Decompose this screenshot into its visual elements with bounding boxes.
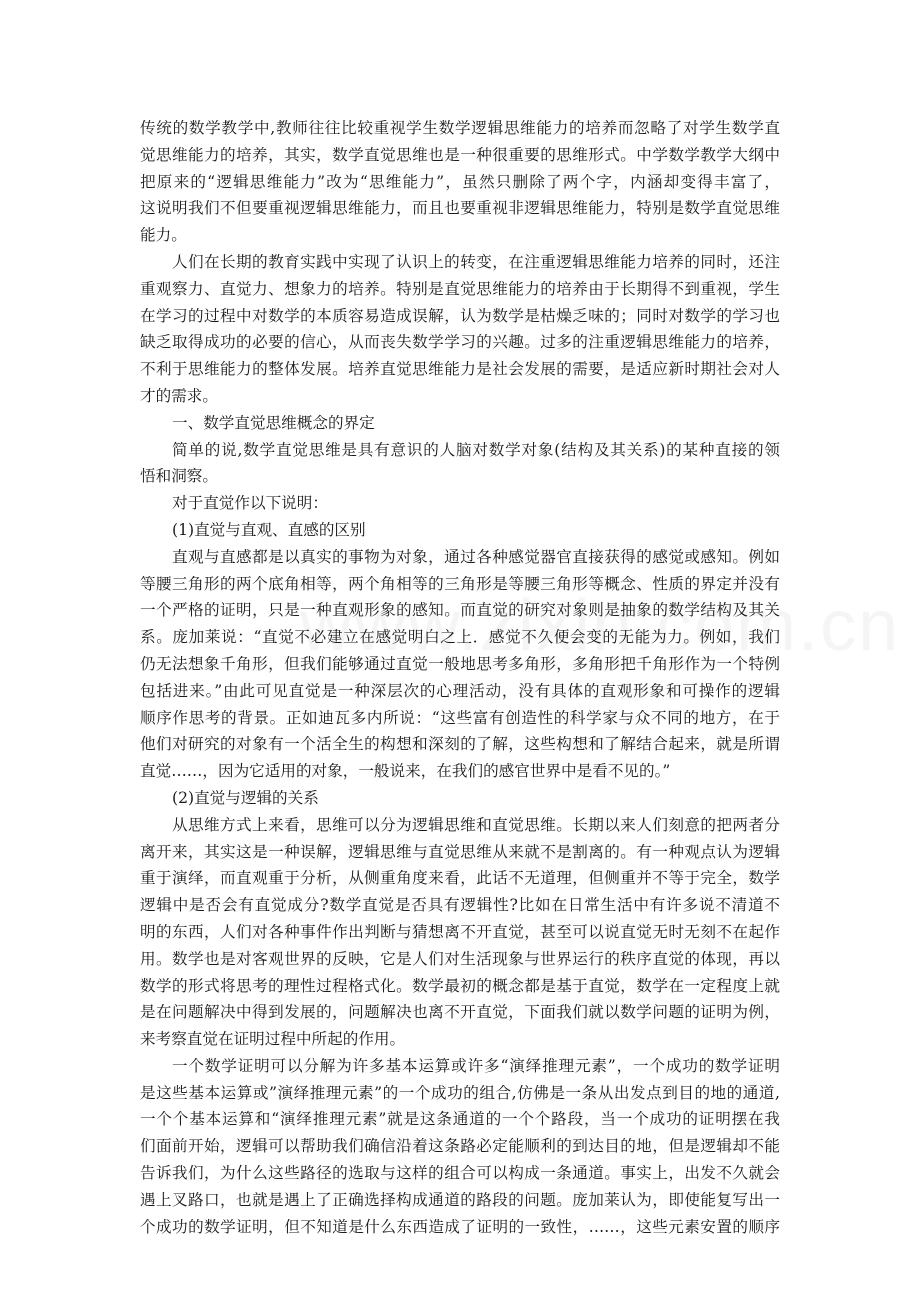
paragraph <box>140 410 780 437</box>
text-line: 他们对研究的对象有一个活全生的构想和深刻的了解，这些构想和了解结合起来，就是所谓 <box>140 735 780 754</box>
text-line: 不利于思维能力的整体发展。培养直觉思维能力是社会发展的需要，是适应新时期社会对人 <box>140 360 780 379</box>
text-line: 用。数学也是对客观世界的反映，它是人们对生活现象与世界运行的秩序直觉的体现，再以 <box>140 949 780 968</box>
text-line: 顺序作思考的背景。正如迪瓦多内所说：“这些富有创造性的科学家与众不同的地方，在于 <box>140 708 780 727</box>
text-line: 一个严格的证明，只是一种直观形象的感知。而直觉的研究对象则是抽象的数学结构及其关 <box>140 601 780 620</box>
text-line: 是在问题解决中得到发展的，问题解决也离不开直觉，下面我们就以数学问题的证明为例， <box>140 1003 780 1022</box>
text-line: 来考察直觉在证明过程中所起的作用。 <box>140 1030 406 1049</box>
paragraph <box>140 437 780 491</box>
text-line: 离开来，其实这是一种误解，逻辑思维与直觉思维从来就不是割离的。有一种观点认为逻辑 <box>140 842 780 861</box>
text-line: 等腰三角形的两个底角相等，两个角相等的三角形是等腰三角形等概念、性质的界定并没有 <box>140 574 780 593</box>
text-line: 一个数学证明可以分解为许多基本运算或许多“演绎推理元素”，一个成功的数学证明 <box>172 1056 780 1075</box>
text-line: 直观与直感都是以真实的事物为对象，通过各种感觉器官直接获得的感觉或感知。例如 <box>172 547 780 566</box>
text-line: 能力。 <box>140 226 187 245</box>
text-line: 是这些基本运算或”演绎推理元素”的一个成功的组合,仿佛是一条从出发点到目的地的通道, <box>140 1083 780 1102</box>
text-line: 对于直觉作以下说明： <box>172 494 328 513</box>
document-body <box>140 115 780 1240</box>
text-line: 在学习的过程中对数学的本质容易造成误解，认为数学是枯燥乏味的；同时对数学的学习也 <box>140 306 780 325</box>
text-line: 仍无法想象千角形，但我们能够通过直觉一般地思考多角形，多角形把千角形作为一个特例 <box>140 654 780 673</box>
text-line: 一、数学直觉思维概念的界定 <box>172 413 375 432</box>
paragraph <box>140 1053 780 1241</box>
paragraph <box>140 249 780 410</box>
text-line: (1)直觉与直观、直感的区别 <box>172 520 366 539</box>
paragraph <box>140 812 780 1053</box>
text-line: 简单的说,数学直觉思维是具有意识的人脑对数学对象(结构及其关系)的某种直接的领 <box>172 440 780 459</box>
text-line: 重于演绎，而直观重于分析，从侧重角度来看，此话不无道理，但侧重并不等于完全，数学 <box>140 869 780 888</box>
text-line: 这说明我们不但要重视逻辑思维能力，而且也要重视非逻辑思维能力，特别是数学直觉思维 <box>140 199 780 218</box>
text-line: 明的东西，人们对各种事件作出判断与猜想离不开直觉，甚至可以说直觉无时无刻不在起作 <box>140 922 780 941</box>
text-line: 才的需求。 <box>140 386 218 405</box>
text-line: 悟和洞察。 <box>140 467 218 486</box>
text-line: 把原来的“逻辑思维能力”改为“思维能力”，虽然只删除了两个字，内涵却变得丰富了， <box>140 172 780 191</box>
text-line: 直觉……，因为它适用的对象，一般说来，在我们的感官世界中是看不见的。” <box>140 762 671 781</box>
text-line: 人们在长期的教育实践中实现了认识上的转变，在注重逻辑思维能力培养的同时，还注 <box>172 252 780 271</box>
paragraph <box>140 544 780 785</box>
text-line: 逻辑中是否会有直觉成分?数学直觉是否具有逻辑性?比如在日常生活中有许多说不清道不 <box>140 896 780 915</box>
paragraph <box>140 785 780 812</box>
text-line: 缺乏取得成功的必要的信心，从而丧失数学学习的兴趣。过多的注重逻辑思维能力的培养， <box>140 333 780 352</box>
text-line: 系。庞加莱说：“直觉不必建立在感觉明白之上．感觉不久便会变的无能为力。例如，我们 <box>140 628 780 647</box>
text-line: 告诉我们，为什么这些路径的选取与这样的组合可以构成一条通道。事实上，出发不久就会 <box>140 1164 780 1183</box>
text-line: 包括进来。”由此可见直觉是一种深层次的心理活动，没有具体的直观形象和可操作的逻辑 <box>140 681 780 700</box>
text-line: 们面前开始，逻辑可以帮助我们确信沿着这条路必定能顺利的到达目的地，但是逻辑却不能 <box>140 1137 780 1156</box>
text-line: 重观察力、直觉力、想象力的培养。特别是直觉思维能力的培养由于长期得不到重视，学生 <box>140 279 780 298</box>
text-line: 从思维方式上来看，思维可以分为逻辑思维和直觉思维。长期以来人们刻意的把两者分 <box>172 815 780 834</box>
paragraph <box>140 490 780 517</box>
paragraph <box>140 517 780 544</box>
text-line: 一个个基本运算和“演绎推理元素”就是这条通道的一个个路段，当一个成功的证明摆在我 <box>140 1110 780 1129</box>
text-line: 个成功的数学证明，但不知道是什么东西造成了证明的一致性，……，这些元素安置的顺序 <box>140 1217 780 1236</box>
text-line: 遇上叉路口，也就是遇上了正确选择构成通道的路段的问题。庞加莱认为，即使能复写出一 <box>140 1190 780 1209</box>
text-line: 觉思维能力的培养，其实，数学直觉思维也是一种很重要的思维形式。中学数学教学大纲中 <box>140 145 780 164</box>
text-line: (2)直觉与逻辑的关系 <box>172 788 319 807</box>
text-line: 传统的数学教学中,教师往往比较重视学生数学逻辑思维能力的培养而忽略了对学生数学直 <box>140 119 780 137</box>
text-line: 数学的形式将思考的理性过程格式化。数学最初的概念都是基于直觉，数学在一定程度上就 <box>140 976 780 995</box>
paragraph <box>140 115 780 249</box>
